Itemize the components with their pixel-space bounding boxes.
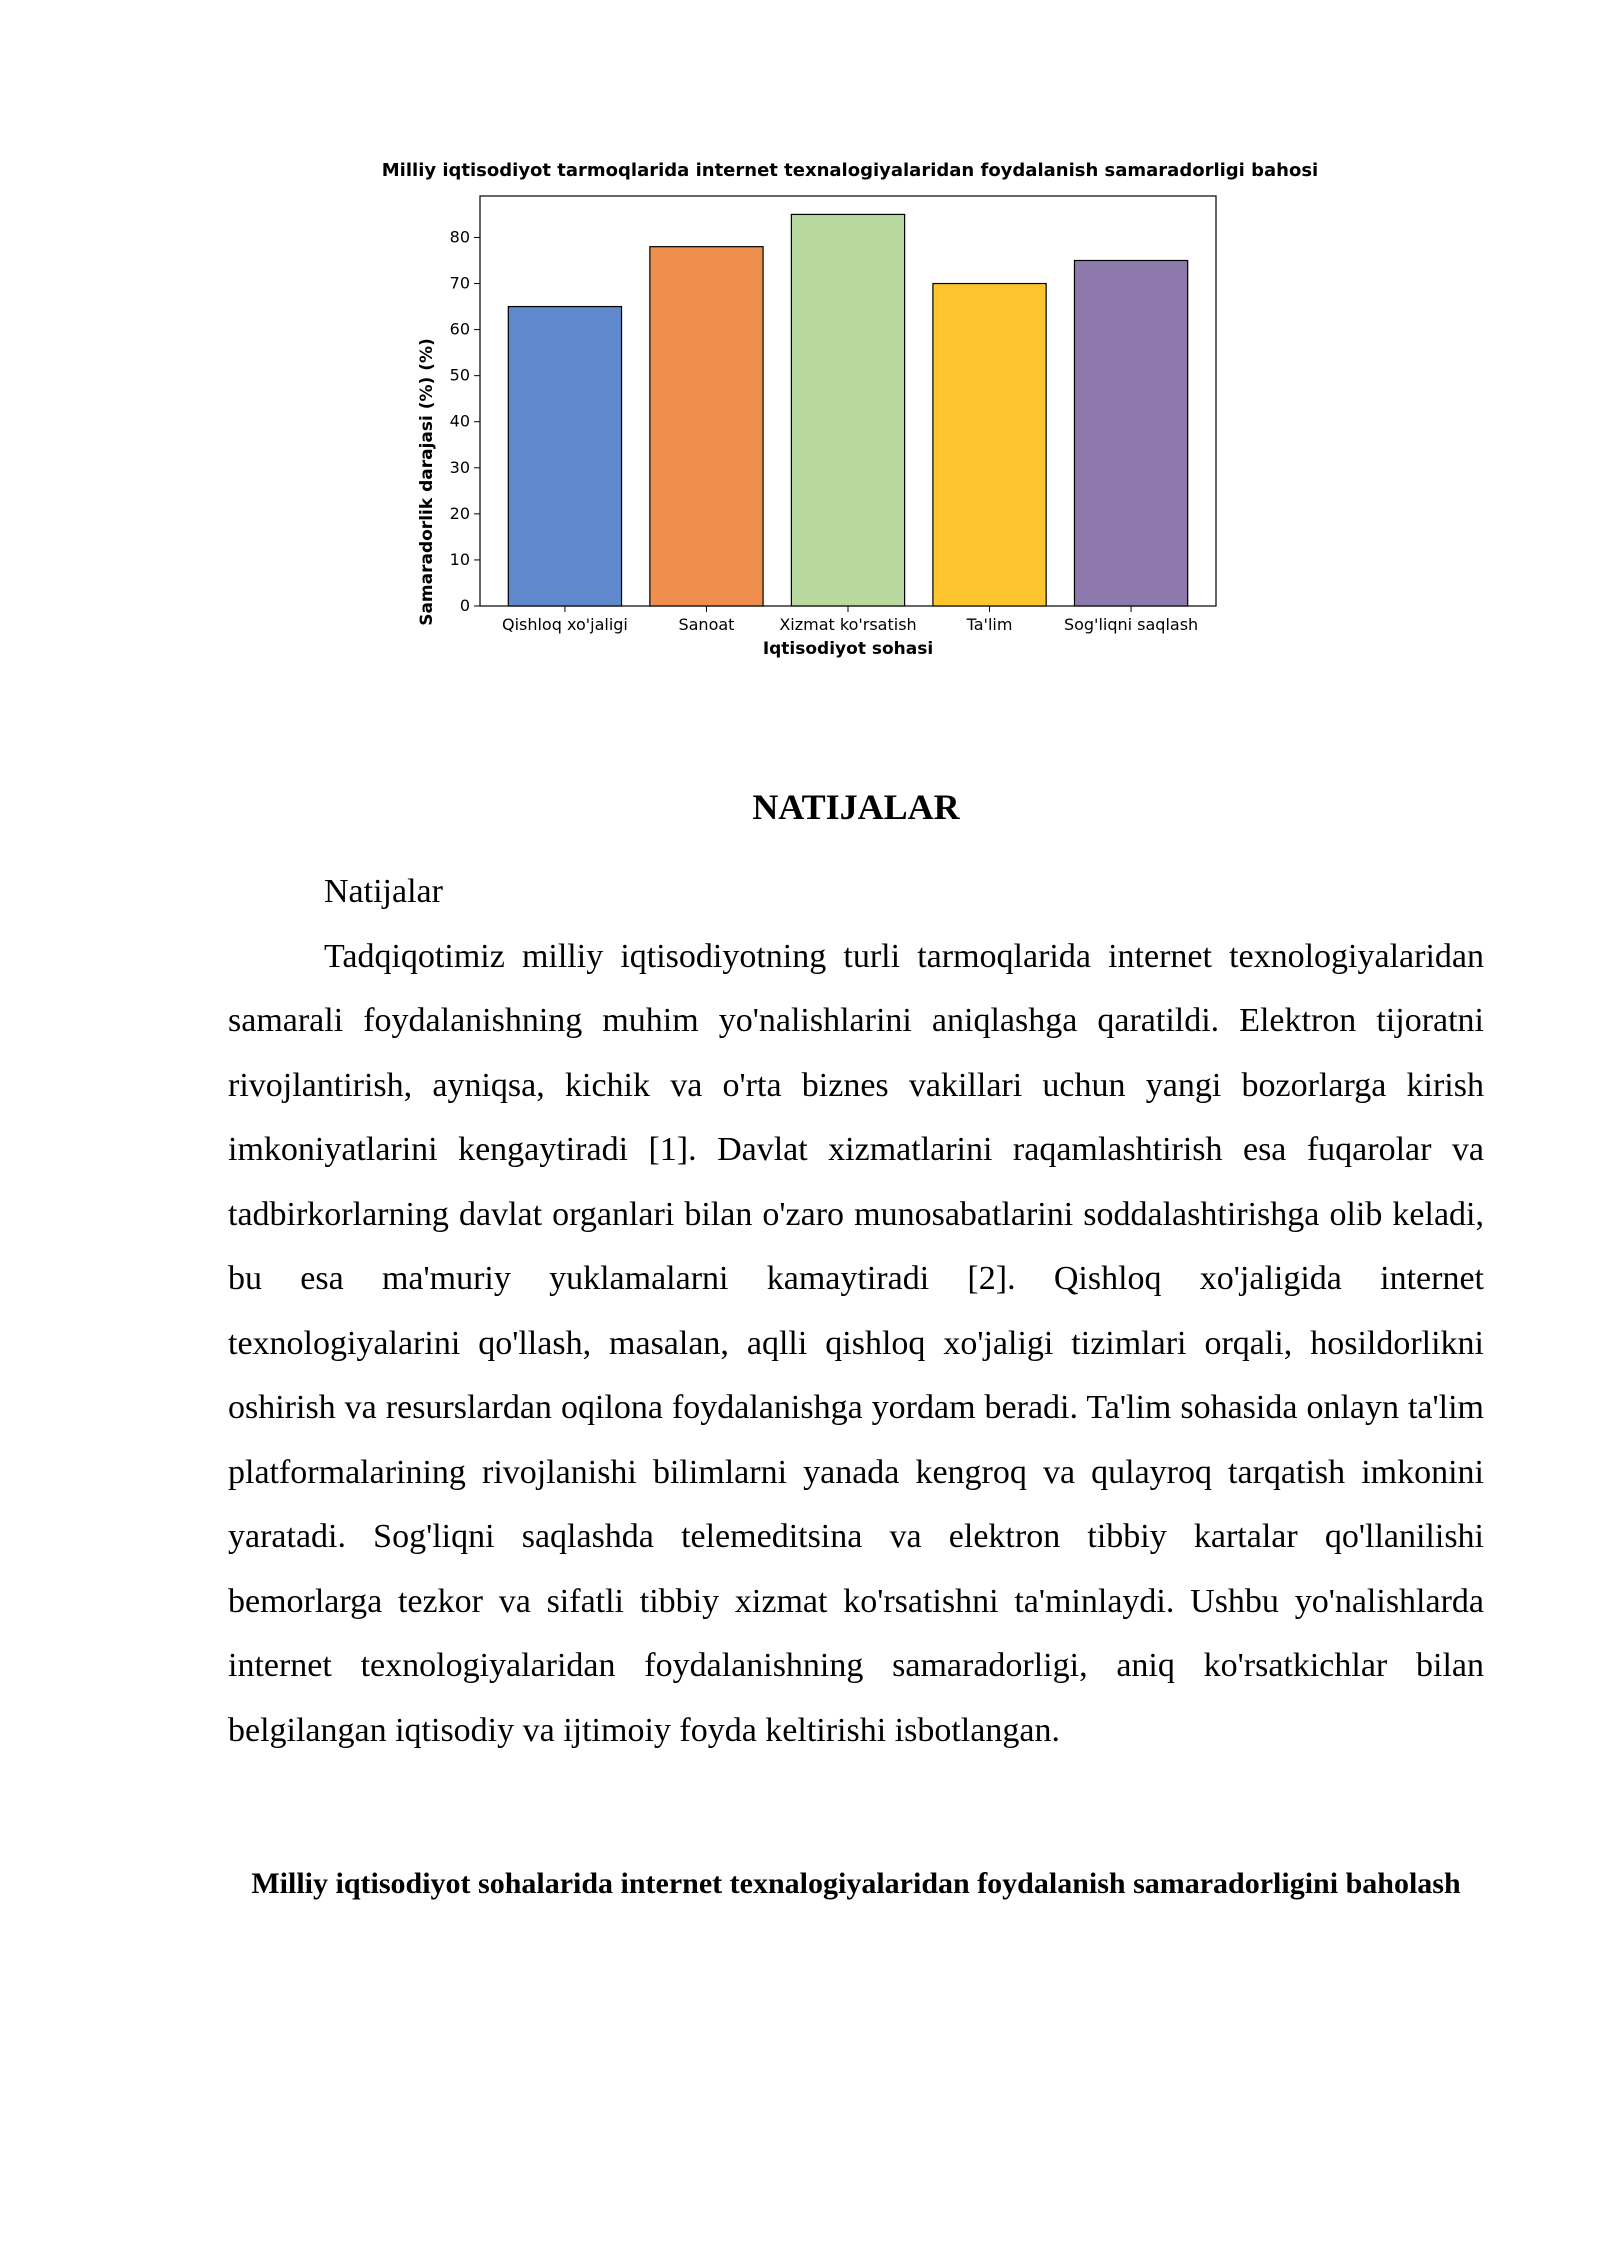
y-tick-label: 70 bbox=[449, 273, 470, 293]
y-axis-label: Samaradorlik darajasi (%) (%) bbox=[417, 338, 437, 626]
y-tick-label: 10 bbox=[449, 549, 470, 569]
y-tick-label: 50 bbox=[449, 365, 470, 385]
results-paragraph: Tadqiqotimiz milliy iqtisodiyotning turli tarmoqlarida internet texnologiyalaridan samarali foydalanishning muhim yo'nalishlarini aniqlashga qaratildi. Elektron tijoratni rivojlantirish, ayniqsa, kichik va o'rta biznes vakillari uchun yangi bozorlarga kirish imkoniyatlarini kengaytiradi [1]. Davlat xizmatlarini raqamlashtirish esa fuqarolar va tadbirkorlarning davlat organlari bilan o'zaro munosabatlarini soddalashtirishga olib keladi, bu esa ma'muriy yuklamalarni kamaytiradi [2]. Qishloq xo'jaligida internet texnologiyalarini qo'llash, masalan, aqlli qishloq xo'jaligi tizimlari orqali, hosildorlikni oshirish va resurslardan oqilona foydalanishga yordam beradi. Ta'lim sohasida onlayn ta'lim platformalarining rivojlanishi bilimlarni yanada kengroq va qulayroq tarqatish imkonini yaratadi. Sog'liqni saqlashda telemeditsina va elektron tibbiy kartalar qo'llanilishi bemorlarga tezkor va sifatli tibbiy xizmat ko'rsatishni ta'minlaydi. Ushbu yo'nalishlarda internet texnologiyalaridan foydalanishning samaradorligi, aniq ko'rsatkichlar bilan belgilangan iqtisodiy va ijtimoiy foyda keltirishi isbotlangan. bbox=[228, 937, 1484, 1749]
subheading: Natijalar bbox=[324, 873, 443, 910]
y-tick-label: 20 bbox=[449, 503, 470, 523]
x-tick-label: Xizmat ko'rsatish bbox=[779, 615, 917, 634]
y-tick-label: 30 bbox=[449, 457, 470, 477]
y-tick-label: 60 bbox=[449, 319, 470, 339]
bar bbox=[933, 284, 1046, 606]
body-text bbox=[228, 860, 1484, 1763]
bar bbox=[508, 307, 621, 606]
bar bbox=[1074, 260, 1187, 606]
section-heading: NATIJALAR bbox=[752, 787, 960, 827]
y-tick-label: 0 bbox=[459, 596, 470, 615]
bar-chart bbox=[360, 150, 1340, 670]
y-tick-label: 80 bbox=[449, 227, 470, 247]
x-tick-label: Ta'lim bbox=[966, 615, 1013, 634]
x-tick-label: Sog'liqni saqlash bbox=[1063, 615, 1199, 634]
chart-title: Milliy iqtisodiyot tarmoqlarida internet texnalogiyalaridan foydalanish samaradorligi bahosi bbox=[381, 160, 1319, 181]
bar bbox=[650, 247, 763, 606]
x-tick-label: Qishloq xo'jaligi bbox=[501, 615, 628, 634]
bar bbox=[791, 214, 904, 606]
x-tick-label: Sanoat bbox=[678, 615, 735, 634]
x-axis-label: Iqtisodiyot sohasi bbox=[762, 639, 934, 659]
chart-svg bbox=[360, 150, 1340, 670]
y-tick-label: 40 bbox=[449, 411, 470, 431]
table-caption: Milliy iqtisodiyot sohalarida internet texnalogiyalaridan foydalanish samaradorligini baholash bbox=[251, 1867, 1461, 1900]
